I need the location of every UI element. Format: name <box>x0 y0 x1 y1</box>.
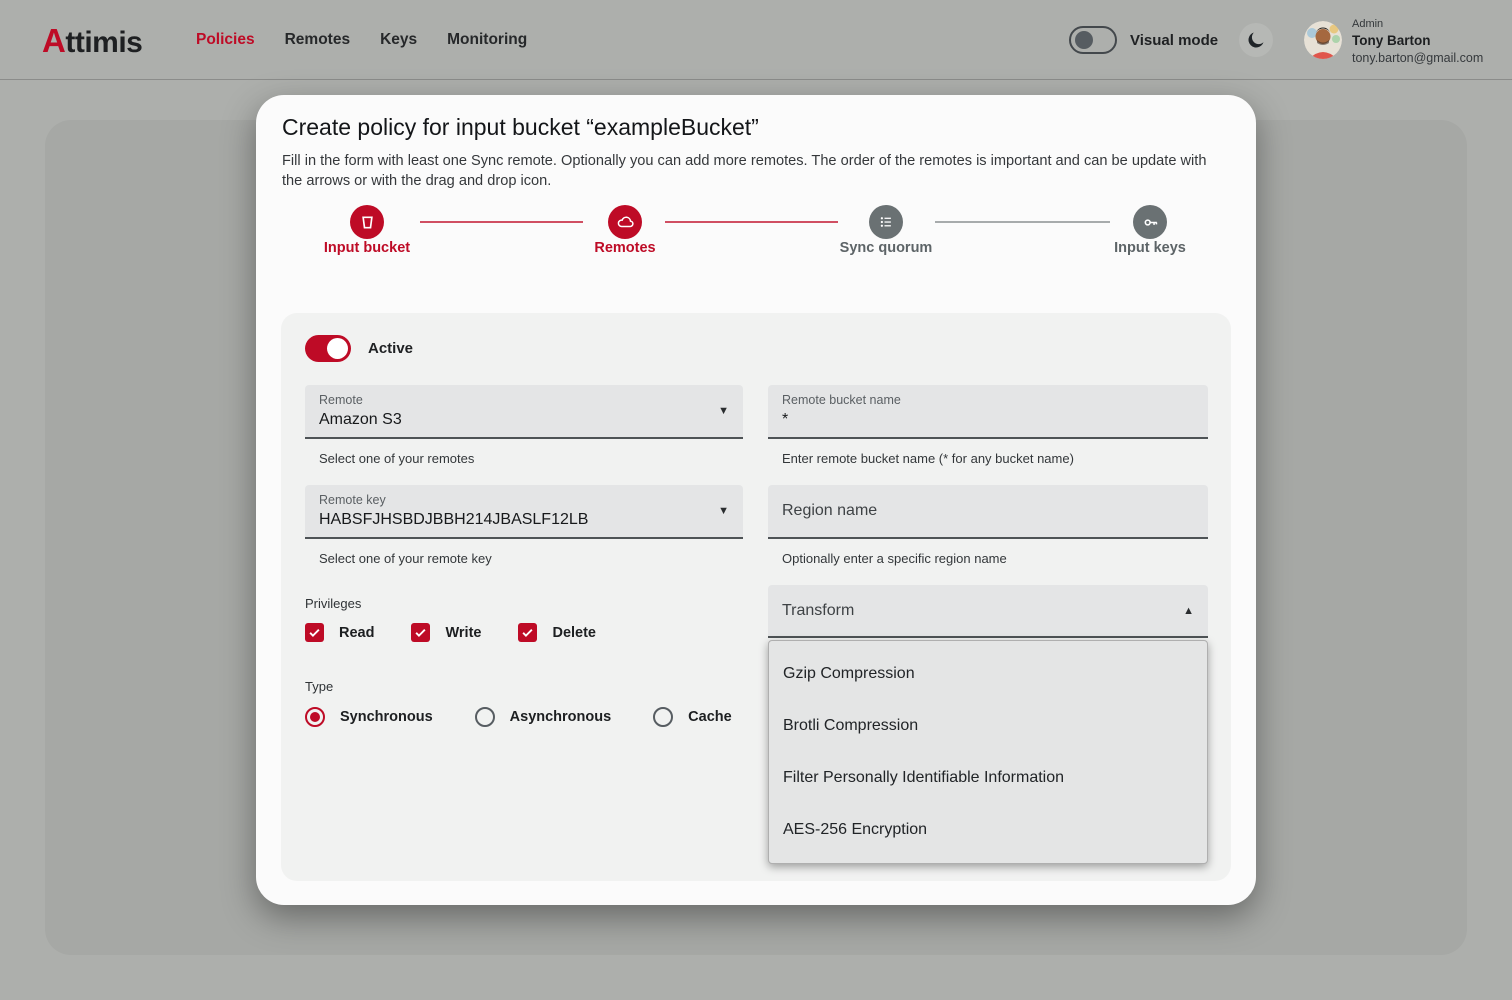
modal-description: Fill in the form with least one Sync remote. Optionally you can add more remotes. The order of the remotes is important and can be update with the arrows or with the drag and drop icon. <box>282 153 1207 189</box>
remote-bucket-name-helper: Enter remote bucket name (* for any bucket name) <box>782 451 1074 466</box>
create-policy-modal <box>256 95 1256 905</box>
brand-logo-rest: ttimis <box>65 26 143 59</box>
region-name-placeholder: Region name <box>782 502 878 519</box>
region-name-helper: Optionally enter a specific region name <box>782 551 1007 566</box>
checkbox-read[interactable] <box>305 623 374 642</box>
dark-mode-button[interactable] <box>1239 23 1273 57</box>
privileges-label: Privileges <box>305 596 362 611</box>
step-label-input-bucket: Input bucket <box>323 240 411 256</box>
privileges-group <box>305 623 596 642</box>
user-role: Admin <box>1352 18 1384 30</box>
remote-bucket-name-label: Remote bucket name <box>782 393 901 407</box>
nav-item-policies[interactable]: Policies <box>196 31 255 48</box>
chevron-down-icon[interactable]: ▼ <box>718 405 729 417</box>
transform-select[interactable] <box>768 585 1208 638</box>
stepper-connector-1 <box>420 221 583 223</box>
radio-cache-label: Cache <box>688 709 732 725</box>
transform-dropdown-menu <box>768 640 1208 864</box>
checkbox-write-label: Write <box>445 624 482 641</box>
radio-cache[interactable] <box>653 707 732 727</box>
step-label-remotes: Remotes <box>594 240 656 256</box>
remote-key-select[interactable] <box>305 485 743 539</box>
active-toggle-row <box>305 335 413 362</box>
transform-option-aes256[interactable]: AES-256 Encryption <box>783 821 928 838</box>
radio-unselected-icon <box>653 707 673 727</box>
avatar-image <box>1304 21 1342 59</box>
transform-placeholder: Transform <box>782 601 855 619</box>
modal-title: Create policy for input bucket “exampleBucket” <box>282 114 759 140</box>
step-label-input-keys: Input keys <box>1114 240 1186 256</box>
user-avatar[interactable] <box>1304 21 1342 59</box>
checkbox-checked-icon <box>518 623 537 642</box>
chevron-down-icon[interactable]: ▼ <box>718 505 729 517</box>
visual-mode-toggle[interactable] <box>1069 26 1117 54</box>
radio-synchronous-label: Synchronous <box>340 709 433 725</box>
transform-option-brotli[interactable]: Brotli Compression <box>783 717 919 734</box>
remote-select[interactable] <box>305 385 743 439</box>
checkbox-read-label: Read <box>339 624 375 641</box>
user-email: tony.barton@gmail.com <box>1352 50 1484 65</box>
key-icon <box>1141 213 1160 232</box>
visual-mode-toggle-knob <box>1075 31 1093 49</box>
nav-item-remotes[interactable]: Remotes <box>284 31 351 48</box>
moon-icon <box>1246 30 1266 50</box>
radio-selected-icon <box>305 707 325 727</box>
user-name: Tony Barton <box>1352 33 1431 48</box>
radio-synchronous[interactable] <box>305 707 433 727</box>
remote-key-label: Remote key <box>319 493 386 507</box>
list-icon <box>877 213 895 231</box>
remote-key-value: HABSFJHSBDJBBH214JBASLF12LB <box>319 511 589 528</box>
checkbox-checked-icon <box>411 623 430 642</box>
checkbox-checked-icon <box>305 623 324 642</box>
radio-asynchronous-label: Asynchronous <box>509 709 612 725</box>
step-input-bucket[interactable] <box>350 205 384 239</box>
brand-logo[interactable] <box>42 22 142 60</box>
step-remotes[interactable] <box>608 205 642 239</box>
type-label: Type <box>305 679 334 694</box>
radio-unselected-icon <box>475 707 495 727</box>
radio-asynchronous[interactable] <box>475 707 612 727</box>
active-toggle-knob <box>327 338 348 359</box>
nav-item-monitoring[interactable]: Monitoring <box>447 31 528 48</box>
visual-mode-label: Visual mode <box>1130 32 1219 49</box>
stepper-connector-3 <box>935 221 1110 223</box>
remote-select-label: Remote <box>319 393 363 407</box>
checkbox-delete[interactable] <box>518 623 596 642</box>
remote-form-panel <box>281 313 1231 881</box>
step-label-sync-quorum: Sync quorum <box>839 240 933 256</box>
remote-bucket-name-input[interactable] <box>768 385 1208 439</box>
step-input-keys[interactable] <box>1133 205 1167 239</box>
brand-logo-a: A <box>42 22 66 59</box>
user-info <box>1352 19 1483 64</box>
nav-item-keys[interactable]: Keys <box>380 31 418 48</box>
type-group <box>305 707 732 727</box>
main-nav <box>196 0 527 80</box>
top-navigation-bar <box>0 0 1512 80</box>
remote-select-helper: Select one of your remotes <box>319 451 475 466</box>
region-name-input[interactable] <box>768 485 1208 539</box>
cloud-icon <box>616 213 635 232</box>
remote-key-helper: Select one of your remote key <box>319 551 492 566</box>
transform-option-gzip[interactable]: Gzip Compression <box>783 665 915 682</box>
checkbox-delete-label: Delete <box>552 624 596 641</box>
step-sync-quorum[interactable] <box>869 205 903 239</box>
active-toggle-label: Active <box>368 340 414 357</box>
chevron-up-icon[interactable]: ▲ <box>1183 604 1194 617</box>
checkbox-write[interactable] <box>411 623 481 642</box>
remote-bucket-name-value: * <box>782 411 789 428</box>
active-toggle[interactable] <box>305 335 351 362</box>
stepper-connector-2 <box>665 221 838 223</box>
remote-select-value: Amazon S3 <box>319 411 402 428</box>
bucket-icon <box>358 213 377 232</box>
transform-option-pii-filter[interactable]: Filter Personally Identifiable Information <box>783 769 1065 786</box>
